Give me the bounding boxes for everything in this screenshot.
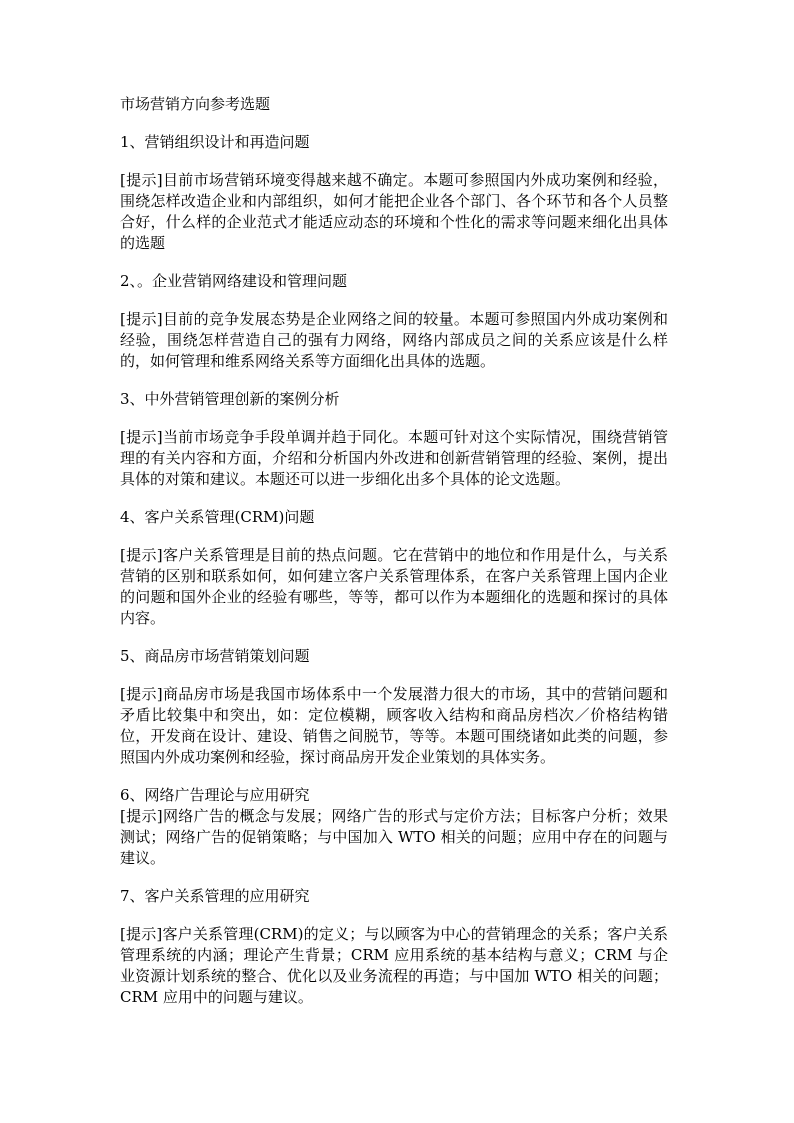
section-5 (120, 646, 668, 768)
section-heading: 1、营销组织设计和再造问题 (120, 133, 310, 151)
section-6 (120, 785, 668, 869)
section-heading: 6、网络广告理论与应用研究 (120, 786, 310, 804)
document-page (120, 94, 668, 1025)
section-body: [提示]客户关系管理(CRM)的定义；与以顾客为中心的营销理念的关系；客户关系管理系统的内涵；理论产生背景；CRM 应用系统的基本结构与意义；CRM 与企业资源计划系统的整合、优化以及业务流程的再造；与中国加 WTO 相关的问题；CRM 应用中的问题与建议。 (120, 925, 668, 1006)
section-heading: 4、客户关系管理(CRM)问题 (120, 508, 315, 526)
section-body: [提示]当前市场竞争手段单调并趋于同化。本题可针对这个实际情况，围绕营销管理的有关内容和方面，介绍和分析国内外改进和创新营销管理的经验、案例，提出具体的对策和建议。本题还可以进一步细化出多个具体的论文选题。 (120, 428, 668, 488)
section-body: [提示]商品房市场是我国市场体系中一个发展潜力很大的市场，其中的营销问题和矛盾比较集中和突出，如：定位模糊，顾客收入结构和商品房档次／价格结构错位，开发商在设计、建设、销售之间脱节，等等。本题可围绕诸如此类的问题，参照国内外成功案例和经验，探讨商品房开发企业策划的具体实务。 (120, 685, 668, 766)
section-3 (120, 389, 668, 490)
section-heading: 7、客户关系管理的应用研究 (120, 887, 310, 905)
document-title: 市场营销方向参考选题 (120, 95, 271, 113)
section-2 (120, 271, 668, 372)
section-heading: 2、。企业营销网络建设和管理问题 (120, 272, 348, 290)
section-body: [提示]客户关系管理是目前的热点问题。它在营销中的地位和作用是什么，与关系营销的区别和联系如何，如何建立客户关系管理体系，在客户关系管理上国内企业的问题和国外企业的经验有哪些，等等，都可以作为本题细化的选题和探讨的具体内容。 (120, 546, 668, 627)
section-body: [提示]目前市场营销环境变得越来越不确定。本题可参照国内外成功案例和经验，围绕怎样改造企业和内部组织，如何才能把企业各个部门、各个环节和各个人员整合好，什么样的企业范式才能适应动态的环境和个性化的需求等问题来细化出具体的选题 (120, 171, 668, 252)
section-heading: 5、商品房市场营销策划问题 (120, 647, 310, 665)
section-body: [提示]网络广告的概念与发展；网络广告的形式与定价方法；目标客户分析；效果测试；网络广告的促销策略；与中国加入 WTO 相关的问题；应用中存在的问题与建议。 (120, 807, 668, 867)
section-4 (120, 507, 668, 629)
section-body: [提示]目前的竞争发展态势是企业网络之间的较量。本题可参照国内外成功案例和经验，围绕怎样营造自己的强有力网络，网络内部成员之间的关系应该是什么样的，如何管理和维系网络关系等方面细化出具体的选题。 (120, 310, 668, 370)
section-1 (120, 132, 668, 254)
section-7 (120, 886, 668, 1008)
section-heading: 3、中外营销管理创新的案例分析 (120, 390, 340, 408)
